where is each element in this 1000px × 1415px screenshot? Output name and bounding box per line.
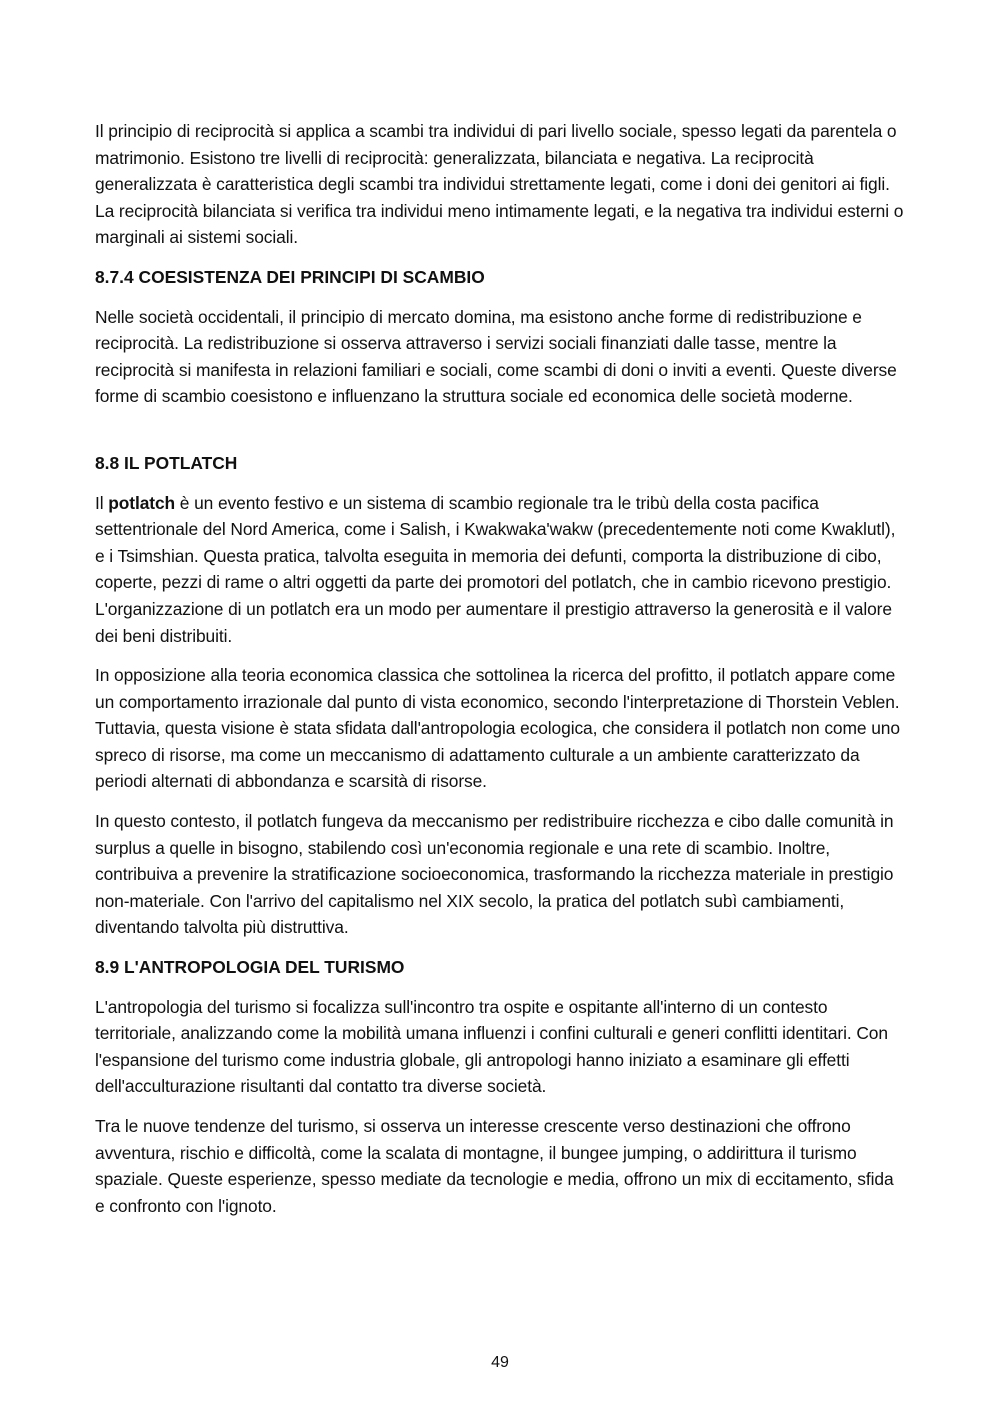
- potlatch-rest-text: è un evento festivo e un sistema di scambio regionale tra le tribù della costa pacifica settentrionale del Nord America, come i Salish, i Kwakwaka'wakw (precedentemente noti come Kwaklutl), e i Tsimshian. Questa pratica, talvolta eseguita in memoria dei defunti, comporta la distribuzione di cibo, coperte, pezzi di rame o altri oggetti da parte dei promotori del potlatch, che in cambio ricevono prestigio. L'organizzazione di un potlatch era un modo per aumentare il prestigio attraverso la generosità e il valore dei beni distribuiti.: [95, 492, 896, 646]
- potlatch-lead-text: Il: [95, 492, 109, 513]
- potlatch-bold-term: potlatch: [108, 492, 176, 513]
- paragraph-tourism-intro: L'antropologia del turismo si focalizza sull'incontro tra ospite e ospitante all'interno di un contesto territoriale, analizzando come la mobilità umana influenzi i confini culturali e generi conflitti identitari. Con l'espansione del turismo come industria globale, gli antropologi hanno iniziato a esaminare gli effetti dell'acculturazione risultanti dal contatto tra diverse società.: [95, 996, 888, 1097]
- heading-8-8: 8.8 IL POTLATCH: [95, 452, 238, 473]
- heading-8-9: 8.9 L'ANTROPOLOGIA DEL TURISMO: [95, 957, 405, 978]
- paragraph-reciprocity: Il principio di reciprocità si applica a scambi tra individui di pari livello sociale, spesso legati da parentela o matrimonio. Esistono tre livelli di reciprocità: generalizzata, bilanciata e negativa. La reciprocità generalizzata è caratteristica degli scambi tra individui strettamente legati, come i doni dei genitori ai figli. La reciprocità bilanciata si verifica tra individui meno intimamente legati, e la negativa tra individui esterni o marginali ai sistemi sociali.: [95, 121, 904, 248]
- paragraph-potlatch-theory: In opposizione alla teoria economica classica che sottolinea la ricerca del profitto, il potlatch appare come un comportamento irrazionale dal punto di vista economico, secondo l'interpretazione di Thorstein Veblen. Tuttavia, questa visione è stata sfidata dall'antropologia ecologica, che considera il potlatch non come uno spreco di risorse, ma come un meccanismo di adattamento culturale a un ambiente caratterizzato da periodi alternati di abbondanza e scarsità di risorse.: [95, 665, 900, 792]
- paragraph-potlatch-intro: [95, 490, 907, 650]
- paragraph-tourism-trends: Tra le nuove tendenze del turismo, si osserva un interesse crescente verso destinazioni che offrono avventura, rischio e difficoltà, come la scalata di montagne, il bungee jumping, o addirittura il turismo spaziale. Queste esperienze, spesso mediate da tecnologie e media, offrono un mix di eccitamento, sfida e confronto con l'ignoto.: [95, 1116, 894, 1216]
- paragraph-coexistence: Nelle società occidentali, il principio di mercato domina, ma esistono anche forme di redistribuzione e reciprocità. La redistribuzione si osserva attraverso i servizi sociali finanziati dalle tasse, mentre la reciprocità si manifesta in relazioni familiari e sociali, come scambi di doni o inviti a eventi. Queste diverse forme di scambio coesistono e influenzano la struttura sociale ed economica delle società moderne.: [95, 306, 897, 407]
- paragraph-potlatch-context: In questo contesto, il potlatch fungeva da meccanismo per redistribuire ricchezza e cibo dalle comunità in surplus a quelle in bisogno, stabilendo così un'economia regionale e una rete di scambio. Inoltre, contribuiva a prevenire la stratificazione socioeconomica, trasformando la ricchezza materiale in prestigio non-materiale. Con l'arrivo del capitalismo nel XIX secolo, la pratica del potlatch subì cambiamenti, diventando talvolta più distruttiva.: [95, 811, 894, 938]
- page-number: 49: [491, 1354, 509, 1371]
- document-page: [95, 118, 907, 1232]
- heading-8-7-4: 8.7.4 COESISTENZA DEI PRINCIPI DI SCAMBIO: [95, 266, 485, 287]
